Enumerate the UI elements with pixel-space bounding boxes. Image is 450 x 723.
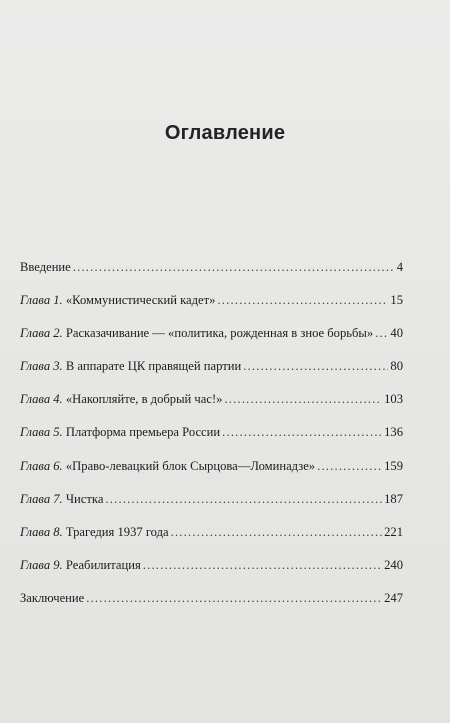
toc-page-number: 103	[384, 392, 403, 407]
toc-entry-label	[20, 258, 71, 276]
toc-entry-label	[20, 490, 103, 508]
dot-leader	[317, 457, 382, 475]
chapter-number: Глава 9.	[20, 557, 63, 572]
toc-page-number: 136	[384, 425, 403, 440]
toc-entry-chapter-8	[20, 523, 403, 541]
toc-entry-title: Заключение	[20, 590, 85, 605]
toc-entry-title: Чистка	[65, 491, 104, 506]
toc-page-number: 4	[396, 260, 403, 274]
toc-entry-title: «Коммунистический кадет»	[65, 293, 216, 308]
toc-entry-title: Платформа премьера России	[65, 425, 221, 440]
toc-entry-title: «Право-левацкий блок Сырцова—Ломинадзе»	[65, 458, 316, 473]
dot-leader	[105, 490, 382, 508]
chapter-number: Глава 8.	[20, 524, 63, 539]
toc-entry-chapter-1	[20, 291, 403, 309]
toc-entry-title: В аппарате ЦК правящей партии	[65, 359, 242, 374]
toc-entry-title: Расказачивание — «политика, рожденная в зное борьбы»	[65, 326, 374, 341]
toc-entry-label	[20, 457, 315, 475]
toc-page-number: 221	[384, 524, 403, 539]
dot-leader	[224, 390, 382, 408]
toc-entry-title: «Накопляйте, в добрый час!»	[65, 392, 223, 407]
dot-leader	[171, 523, 383, 541]
toc-entry-chapter-2	[20, 324, 403, 342]
toc-entry-label	[20, 523, 169, 541]
toc-entry-title: Введение	[20, 260, 71, 274]
dot-leader	[222, 423, 382, 441]
dot-leader	[243, 357, 388, 375]
toc-entry-label	[20, 357, 241, 375]
toc-entry-label	[20, 556, 141, 574]
dot-leader	[86, 589, 382, 607]
chapter-number: Глава 2.	[20, 326, 63, 341]
page-title: Оглавление	[164, 122, 286, 144]
toc-entry-label	[20, 291, 215, 309]
toc-entry-title: Трагедия 1937 года	[65, 524, 169, 539]
toc-entry-chapter-9	[20, 556, 403, 574]
dot-leader	[73, 258, 395, 276]
toc-entry-chapter-4	[20, 390, 403, 408]
toc-page-number: 247	[384, 590, 403, 605]
toc-entry-label	[20, 324, 373, 342]
dot-leader	[375, 324, 388, 342]
chapter-number: Глава 4.	[20, 392, 63, 407]
chapter-number: Глава 3.	[20, 359, 63, 374]
chapter-number: Глава 6.	[20, 458, 63, 473]
chapter-number: Глава 5.	[20, 425, 63, 440]
toc-page-number: 187	[384, 491, 403, 506]
chapter-number: Глава 7.	[20, 491, 63, 506]
toc-page-number: 159	[384, 458, 403, 473]
toc-entry-label	[20, 589, 84, 607]
toc-entry-label	[20, 423, 220, 441]
toc-entry-conclusion	[20, 589, 403, 607]
toc-entry-chapter-5	[20, 423, 403, 441]
table-of-contents	[20, 258, 403, 622]
toc-entry-introduction	[20, 258, 403, 276]
toc-entry-chapter-3	[20, 357, 403, 375]
dot-leader	[217, 291, 388, 309]
toc-page-number: 80	[390, 359, 403, 374]
toc-page-number: 40	[390, 326, 403, 341]
toc-entry-title: Реабилитация	[65, 557, 141, 572]
toc-entry-label	[20, 390, 222, 408]
toc-entry-chapter-6	[20, 457, 403, 475]
chapter-number: Глава 1.	[20, 293, 63, 308]
toc-entry-chapter-7	[20, 490, 403, 508]
toc-page-number: 15	[390, 293, 403, 308]
dot-leader	[143, 556, 382, 574]
toc-page-number: 240	[384, 557, 403, 572]
